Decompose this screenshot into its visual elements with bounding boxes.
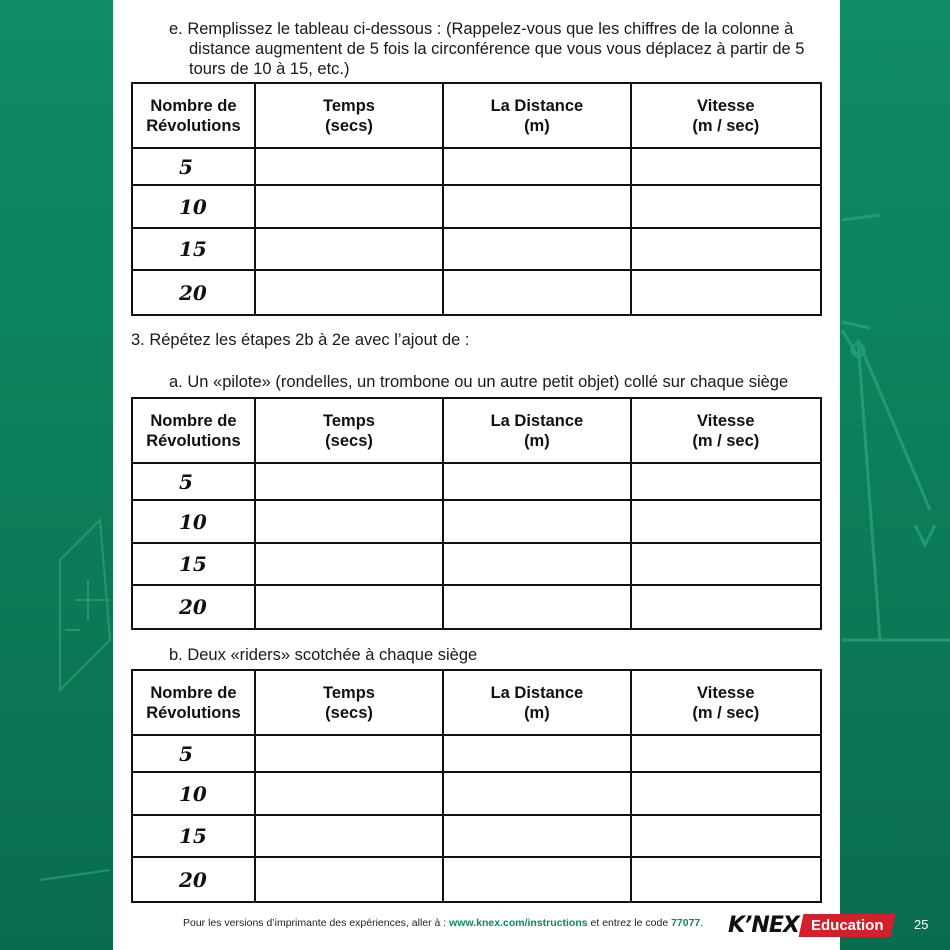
time-cell[interactable] <box>255 585 443 629</box>
speed-cell[interactable] <box>631 735 821 772</box>
right-green-margin <box>840 0 950 950</box>
time-cell[interactable] <box>255 270 443 315</box>
distance-cell[interactable] <box>443 735 630 772</box>
education-badge: Education <box>798 914 894 937</box>
revolutions-cell: 20 <box>132 857 255 902</box>
speed-cell[interactable] <box>631 463 821 500</box>
time-cell[interactable] <box>255 463 443 500</box>
instruction-a: a. Un «pilote» (rondelles, un trombone ou un autre petit objet) collé sur chaque siège <box>169 373 789 391</box>
header-time: Temps (secs) <box>255 670 443 735</box>
speed-cell[interactable] <box>631 148 821 185</box>
step-3-heading: 3. Répétez les étapes 2b à 2e avec l’ajout de : <box>131 331 470 349</box>
time-cell[interactable] <box>255 543 443 585</box>
distance-cell[interactable] <box>443 463 630 500</box>
distance-cell[interactable] <box>443 148 630 185</box>
speed-cell[interactable] <box>631 857 821 902</box>
revolutions-cell: 10 <box>132 500 255 543</box>
header-revolutions: Nombre de Révolutions <box>132 670 255 735</box>
time-cell[interactable] <box>255 735 443 772</box>
time-cell[interactable] <box>255 772 443 815</box>
footer-note <box>183 917 703 929</box>
table-row <box>132 815 821 857</box>
results-table-two-riders <box>131 669 822 903</box>
revolutions-cell: 20 <box>132 585 255 629</box>
time-cell[interactable] <box>255 185 443 228</box>
instruction-e: e. Remplissez le tableau ci-dessous : (Rappelez-vous que les chiffres de la colonne à distance augmentent de 5 fois la circonférence que vous vous déplacez à partir de 5 tours de 10 à 15, etc.) <box>169 20 805 78</box>
results-table-one-rider <box>131 397 822 630</box>
table-row <box>132 735 821 772</box>
table-row <box>132 543 821 585</box>
knex-wordmark: K’NEX <box>728 912 799 938</box>
table-row <box>132 857 821 902</box>
revolutions-cell: 5 <box>132 735 255 772</box>
revolutions-cell: 5 <box>132 148 255 185</box>
header-speed: Vitesse (m / sec) <box>631 398 821 463</box>
table-row <box>132 585 821 629</box>
knex-education-logo <box>728 911 892 939</box>
revolutions-cell: 15 <box>132 228 255 270</box>
header-time: Temps (secs) <box>255 83 443 148</box>
distance-cell[interactable] <box>443 543 630 585</box>
revolutions-cell: 15 <box>132 815 255 857</box>
distance-cell[interactable] <box>443 815 630 857</box>
header-time: Temps (secs) <box>255 398 443 463</box>
footer-code: 77077 <box>671 917 701 929</box>
header-revolutions: Nombre de Révolutions <box>132 83 255 148</box>
revolutions-cell: 20 <box>132 270 255 315</box>
speed-cell[interactable] <box>631 228 821 270</box>
distance-cell[interactable] <box>443 270 630 315</box>
page-number: 25 <box>914 917 929 932</box>
table-row <box>132 148 821 185</box>
instruction-b: b. Deux «riders» scotchée à chaque siège <box>169 646 478 664</box>
distance-cell[interactable] <box>443 585 630 629</box>
revolutions-cell: 5 <box>132 463 255 500</box>
header-distance: La Distance (m) <box>443 83 630 148</box>
table-header-row <box>132 670 821 735</box>
footer-prefix: Pour les versions d’imprimante des expériences, aller à : <box>183 917 450 929</box>
time-cell[interactable] <box>255 228 443 270</box>
header-speed: Vitesse (m / sec) <box>631 83 821 148</box>
speed-cell[interactable] <box>631 185 821 228</box>
speed-cell[interactable] <box>631 543 821 585</box>
table-header-row <box>132 398 821 463</box>
time-cell[interactable] <box>255 148 443 185</box>
table-row <box>132 270 821 315</box>
header-revolutions: Nombre de Révolutions <box>132 398 255 463</box>
speed-cell[interactable] <box>631 270 821 315</box>
header-distance: La Distance (m) <box>443 670 630 735</box>
speed-cell[interactable] <box>631 585 821 629</box>
time-cell[interactable] <box>255 500 443 543</box>
instructions-link[interactable]: www.knex.com/instructions <box>449 917 588 929</box>
left-green-margin <box>0 0 113 950</box>
distance-cell[interactable] <box>443 500 630 543</box>
header-distance: La Distance (m) <box>443 398 630 463</box>
footer-suffix: . <box>700 917 704 929</box>
footer-middle: et entrez le code <box>587 917 672 929</box>
table-header-row <box>132 83 821 148</box>
table-row <box>132 228 821 270</box>
distance-cell[interactable] <box>443 857 630 902</box>
header-speed: Vitesse (m / sec) <box>631 670 821 735</box>
speed-cell[interactable] <box>631 500 821 543</box>
revolutions-cell: 10 <box>132 185 255 228</box>
distance-cell[interactable] <box>443 185 630 228</box>
distance-cell[interactable] <box>443 772 630 815</box>
speed-cell[interactable] <box>631 815 821 857</box>
time-cell[interactable] <box>255 815 443 857</box>
distance-cell[interactable] <box>443 228 630 270</box>
revolutions-cell: 15 <box>132 543 255 585</box>
table-row <box>132 772 821 815</box>
speed-cell[interactable] <box>631 772 821 815</box>
table-row <box>132 463 821 500</box>
results-table-base <box>131 82 822 316</box>
time-cell[interactable] <box>255 857 443 902</box>
revolutions-cell: 10 <box>132 772 255 815</box>
table-row <box>132 500 821 543</box>
table-row <box>132 185 821 228</box>
